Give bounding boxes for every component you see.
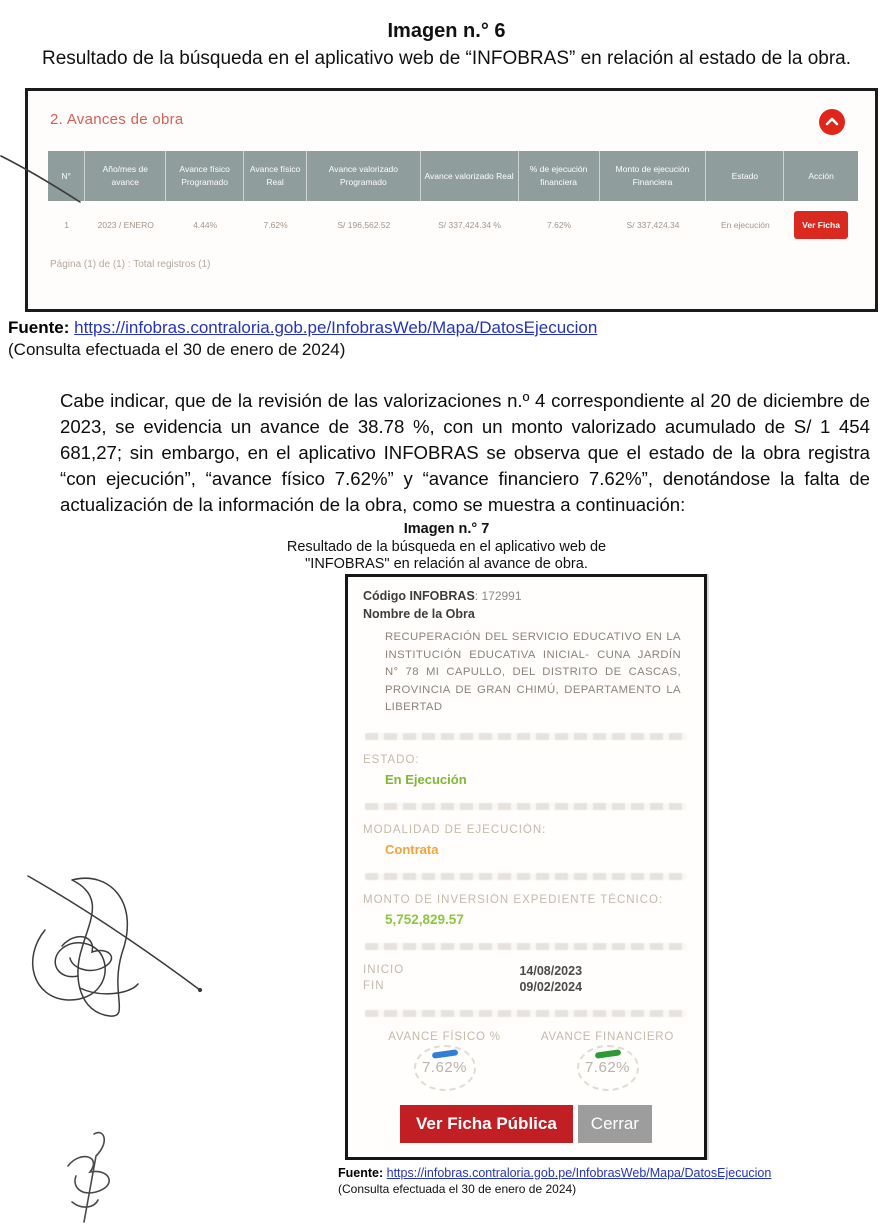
faded-text-line [365,943,687,950]
col-header-avance-valorizado-real: Avance valorizado Real [421,151,519,201]
col-header-estado: Estado [706,151,784,201]
ver-ficha-button[interactable]: Ver Ficha [794,211,848,239]
avance-financiero-gauge [526,1031,689,1091]
monto-inversion-label: MONTO DE INVERSIÓN EXPEDIENTE TÉCNICO: [363,893,664,906]
screenshot-obra-modal [345,574,707,1160]
cell-numero: 1 [64,220,69,230]
modalidad-value: Contrata [385,841,439,857]
avances-table-header [48,151,858,201]
avance-fisico-label: AVANCE FÍSICO % [388,1030,501,1043]
col-header-avance-fisico-real: Avance físico Real [244,151,307,201]
source-note: (Consulta efectuada el 30 de enero de 2024) [338,1182,577,1196]
modal-button-row [348,1105,704,1143]
faded-text-line [365,803,687,810]
col-header-accion: Acción [808,170,834,181]
source-label: Fuente: [8,318,70,337]
codigo-infobras-label: Código INFOBRAS [363,589,475,603]
cell-accion [784,201,858,249]
figure6-caption: Resultado de la búsqueda en el aplicativo web de “INFOBRAS” en relación al estado de la obra. [41,48,852,69]
col-header-avance-fisico-programado: Avance físico Programado [166,151,244,201]
screenshot-avances-table [25,88,878,312]
cell-monto-ejecucion: S/ 337,424.34 [626,220,680,230]
col-header-pct-ejecucion: % de ejecución financiera [519,151,600,201]
avance-gauges [363,1031,689,1091]
col-header-anio-mes: Año/mes de avance [85,151,166,201]
codigo-infobras-row [363,589,689,603]
pagination-text: Página (1) de (1) : Total registros (1) [50,259,211,270]
source-block-2 [338,1166,771,1196]
figure6-title: Imagen n.° 6 [387,20,506,42]
cell-avance-fisico-real: 7.62% [263,220,288,230]
cell-avance-valorizado-real: S/ 337,424.34 % [438,220,501,230]
cell-avance-fisico-programado: 4.44% [193,220,218,230]
faded-text-line [365,1010,687,1017]
estado-label: ESTADO: [363,753,420,766]
nombre-obra-label: Nombre de la Obra [363,607,475,621]
obra-descripcion: RECUPERACIÓN DEL SERVICIO EDUCATIVO EN LA INSTITUCIÓN EDUCATIVA INICIAL- CUNA JARDÍN N° 78 MI CAPULLO, DEL DISTRITO DE CASCAS, PROVINCIA DE GRAN CHIMÚ, DEPARTAMENTO LA LIBERTAD [385,631,681,713]
inicio-row [363,964,689,978]
col-header-avance-valorizado-programado: Avance valorizado Programado [307,151,420,201]
source-note: (Consulta efectuada el 30 de enero de 2024) [8,340,346,359]
avance-fisico-gauge [363,1031,526,1091]
avances-section-title: 2. Avances de obra [50,111,184,128]
source-block-1 [8,318,597,360]
scroll-to-top-icon[interactable] [819,109,845,135]
cell-pct-ejecucion: 7.62% [547,220,572,230]
source-link[interactable]: https://infobras.contraloria.gob.pe/InfobrasWeb/Mapa/DatosEjecucion [74,318,598,337]
cell-avance-valorizado-programado: S/ 196,562.52 [337,220,391,230]
body-paragraph: Cabe indicar, que de la revisión de las valorizaciones n.º 4 correspondiente al 20 de diciembre de 2023, se evidencia un avance de 38.78 %, con un monto valorizado acumulado de S/ 1 454 681,27; sin embargo, en el aplicativo INFOBRAS se observa que el estado de la obra registra “con ejecución”, “avance físico 7.62%” y “avance financiero 7.62%”, denotándose la falta de actualización de la información de la obra, como se muestra a continuación: [60,390,870,516]
cell-estado: En ejecución [721,220,770,230]
estado-value: En Ejecución [385,771,467,787]
source-label: Fuente: [338,1166,384,1180]
avance-financiero-label: AVANCE FINANCIERO [540,1030,675,1043]
cell-anio-mes: 2023 / ENERO [97,220,154,230]
cerrar-button[interactable]: Cerrar [578,1105,652,1143]
inicio-label: INICIO [363,963,405,976]
codigo-infobras-value: : 172991 [474,589,522,603]
avances-table [48,151,858,249]
fin-value: 09/02/2024 [519,979,583,994]
monto-inversion-value: 5,752,829.57 [385,911,464,927]
signature-scribble [10,858,235,1040]
table-row [48,201,858,249]
faded-text-line [365,873,687,880]
figure7-title: Imagen n.° 7 [403,521,490,537]
figure7-caption-line1: Resultado de la búsqueda en el aplicativo web de [286,539,607,555]
chevron-up-icon [825,115,839,129]
figure7-caption-line2: "INFOBRAS" en relación al avance de obra. [305,556,588,572]
signature-initial [28,1128,160,1225]
source-link[interactable]: https://infobras.contraloria.gob.pe/InfobrasWeb/Mapa/DatosEjecucion [386,1166,772,1180]
ver-ficha-publica-button[interactable]: Ver Ficha Pública [400,1105,573,1143]
fin-label: FIN [363,979,385,992]
col-header-numero: N° [48,151,85,201]
faded-text-line [365,733,687,740]
modalidad-label: MODALIDAD DE EJECUCIÓN: [363,823,547,836]
col-header-monto-ejecucion: Monto de ejecución Financiera [600,151,707,201]
inicio-value: 14/08/2023 [519,963,583,978]
avance-financiero-value: 7.62% [584,1059,631,1076]
fin-row [363,980,689,994]
avance-fisico-value: 7.62% [421,1059,468,1076]
